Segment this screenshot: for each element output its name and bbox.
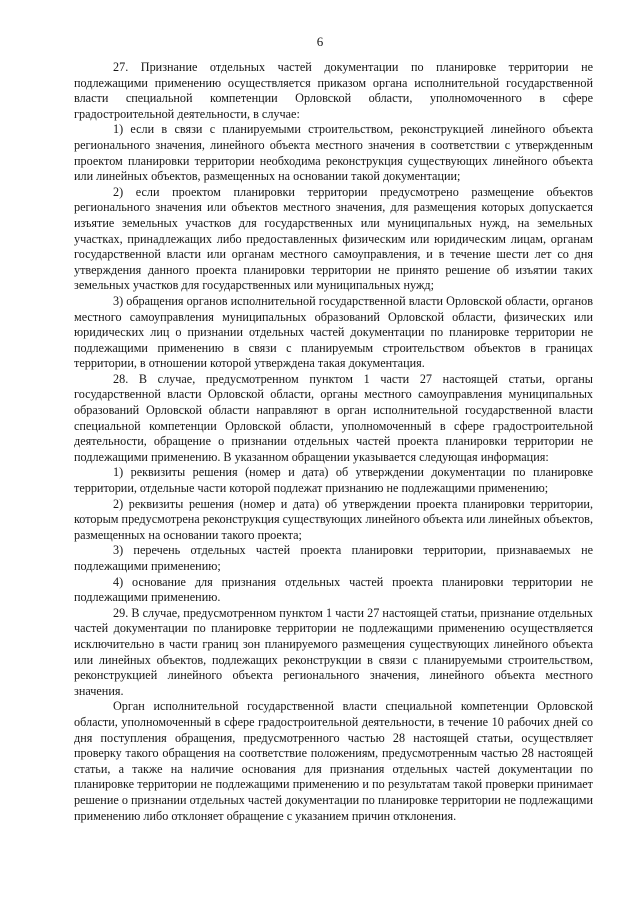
paragraph-27-item-2: 2) если проектом планировки территории предусмотрено размещение объектов регионального значения или объектов местного значения, для размещения которых допускается изъятие земельных участков для государственных или муниципальных нужд, на земельных участках, принадлежащих либо предоставленных физическим или юридическим лицам, органам государственной власти или органам местного самоуправления, и в течение шести лет со дня утверждения данного проекта планировки территории не принято решение об изъятии таких земельных участков для государственных или муниципальных нужд;: [74, 184, 593, 293]
paragraph-29-continuation: Орган исполнительной государственной власти специальной компетенции Орловской области, уполномоченный в сфере градостроительной деятельности, в течение 10 рабочих дней со дня поступления обращения, предусмотренного частью 28 настоящей статьи, осуществляет проверку такого обращения на соответствие положениям, предусмотренным частью 28 настоящей статьи, а также на наличие основания для признания отдельных частей документации по планировке территории не подлежащими применению и по результатам такой проверки принимает решение о признании отдельных частей документации по планировке территории не подлежащими применению либо отклоняет обращение с указанием причин отклонения.: [74, 699, 593, 823]
paragraph-27: 27. Признание отдельных частей документации по планировке территории не подлежащими применению осуществляется приказом органа исполнительной государственной власти специальной компетенции Орловской области, уполномоченного в сфере градостроительной деятельности, в случае:: [74, 60, 593, 121]
document-body: [74, 60, 593, 824]
page-number: 6: [316, 34, 324, 49]
paragraph-28-item-3: 3) перечень отдельных частей проекта планировки территории, признаваемых не подлежащими применению;: [74, 543, 593, 573]
paragraph-28-item-4: 4) основание для признания отдельных частей проекта планировки территории не подлежащими применению.: [74, 574, 593, 605]
paragraph-28: 28. В случае, предусмотренном пунктом 1 части 27 настоящей статьи, органы государственной власти Орловской области, органы местного самоуправления муниципальных образований Орловской области направляют в орган исполнительной государственной власти специальной компетенции Орловской области, уполномоченный в сфере градостроительной деятельности, обращение о признании отдельных частей проекта планировки территории не подлежащими применению. В указанном обращении указывается следующая информация:: [74, 371, 593, 464]
paragraph-28-item-2: 2) реквизиты решения (номер и дата) об утверждении проекта планировки территории, которым предусмотрена реконструкция существующих линейного объекта или линейных объектов, размещенных на основании такого проекта;: [74, 496, 593, 542]
paragraph-28-item-1: 1) реквизиты решения (номер и дата) об утверждении документации по планировке территории, отдельные части которой подлежат признанию не подлежащими применению;: [74, 465, 593, 496]
paragraph-29: 29. В случае, предусмотренном пунктом 1 части 27 настоящей статьи, признание отдельных частей документации по планировке территории не подлежащими применению осуществляется исключительно в части границ зон планируемого размещения существующих линейного объекта или линейных объектов, подлежащих реконструкции в связи с планируемыми строительством, реконструкцией линейного объекта регионального значения, линейного объекта местного значения.: [74, 605, 593, 698]
paragraph-27-item-3: 3) обращения органов исполнительной государственной власти Орловской области, органов местного самоуправления муниципальных образований Орловской области, физических или юридических лиц о признании отдельных частей документации по планировке территории не подлежащими применению в связи с планируемым строительством объектов в границах территории, в отношении которой утверждена такая документация.: [74, 293, 593, 371]
paragraph-27-item-1: 1) если в связи с планируемыми строительством, реконструкцией линейного объекта регионального значения, линейного объекта местного значения в соответствии с утвержденным проектом планировки территории необходима реконструкция существующих линейного объекта или линейных объектов, размещенных на основании такой документации;: [74, 122, 593, 184]
